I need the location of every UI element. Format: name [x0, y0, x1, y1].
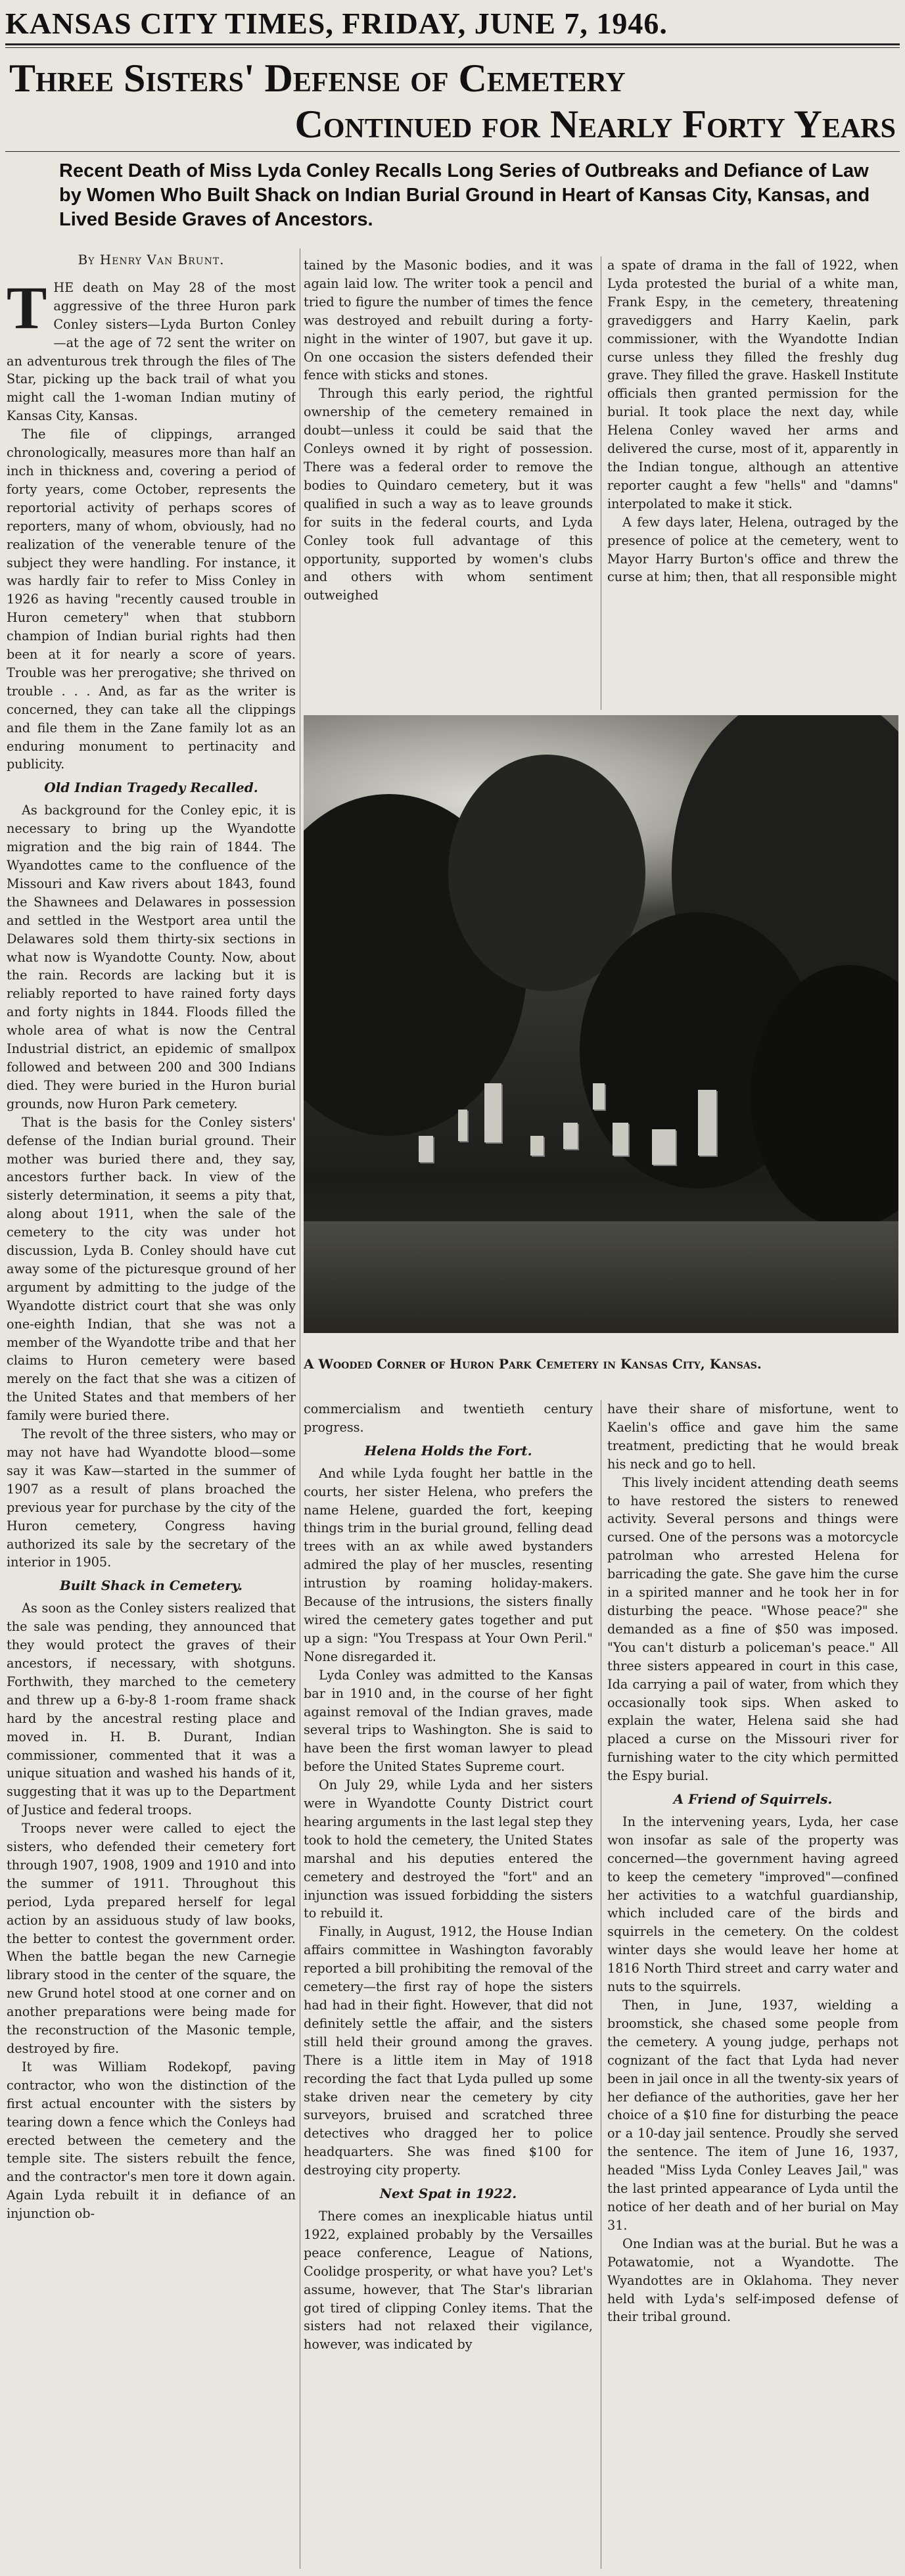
paragraph: Through this early period, the rightful ownership of the cemetery remained in doubt—unless it could be said that the Conleys owned it by right of possession. There was a federal order to remove the bodies to Quindaro cemetery, but it was qualified in such a way as to leave grounds for suits in the federal courts, and Lyda Conley took full advantage of this opportunity, supported by women's clubs and others with whom sentiment outweighed — [304, 386, 593, 603]
section-heading: Old Indian Tragedy Recalled. — [44, 780, 258, 796]
section-heading: Built Shack in Cemetery. — [59, 1578, 243, 1594]
column-2-bottom — [304, 1400, 593, 2569]
gravestone — [613, 1123, 628, 1156]
paragraph: tained by the Masonic bodies, and it was again laid low. The writer took a pencil and tried to figure the number of times the fence was destroyed and rebuilt during a forty-night in the winter of 1907, but gave it up. On one occasion the sisters defended their fence with sticks and stones. — [304, 258, 593, 383]
paragraph: As soon as the Conley sisters realized that the sale was pending, they announced that they would protect the graves of their ancestors, if necessary, with shotguns. Forthwith, they marched to the cemetery and threw up a 6-by-8 1-room frame shack hard by the ancestral resting place and moved in. H. B. Durant, Indian commissioner, commented that it was a unique situation and washed his hands of it, suggesting that it was up to the Department of Justice and federal troops. — [7, 1601, 296, 1818]
column-3-bottom — [607, 1400, 898, 2569]
gravestone — [652, 1129, 676, 1165]
masthead-rule-thin — [5, 47, 900, 48]
section-heading: Helena Holds the Fort. — [364, 1442, 532, 1459]
subhead: Recent Death of Miss Lyda Conley Recalls Long Series of Outbreaks and Defiance of Law by Women Who Built Shack on Indian Burial Ground in Heart of Kansas City, Kansas, and Lived Beside Graves of Ancestors. — [59, 160, 870, 230]
gravestone — [593, 1083, 605, 1110]
paragraph: Lyda Conley was admitted to the Kansas bar in 1910 and, in the course of her fight against removal of the Indian graves, made several trips to Washington. She is said to have been the first woman lawyer to plead before the United States Supreme court. — [304, 1667, 593, 1775]
gravestone — [419, 1136, 433, 1162]
paragraph: As background for the Conley epic, it is necessary to bring up the Wyandotte migration and the big rain of 1844. The Wyandottes came to the confluence of the Missouri and Kaw rivers about 1843, found the Shawnees and Delawares in possession and settled in the Westport area until the Delawares sold them thirty-six sections in what now is Wyandotte County. Now, about the rain. Records are lacking but it is reliably reported to have rained forty days and forty nights in 1844. Floods filled the whole area of what is now the Central Industrial district, an epidemic of smallpox followed and between 200 and 300 Indians died. They were buried in the Huron burial grounds, now Huron Park cemetery. — [7, 803, 296, 1112]
cemetery-photograph — [304, 715, 898, 1333]
paragraph: There comes an inexplicable hiatus until 1922, explained probably by the Versailles peace conference, League of Nations, Coolidge prosperity, or what have you? Let's assume, however, that The Star's librarian got tired of clipping Conley items. That the sisters had not relaxed their vigilance, however, was indicated by — [304, 2208, 593, 2353]
byline: By Henry Van Brunt. — [78, 252, 225, 268]
paragraph: One Indian was at the burial. But he was a Potawatomie, not a Wyandotte. The Wyandottes are in Oklahoma. They never held with Lyda's self-imposed defense of their tribal ground. — [607, 2236, 898, 2325]
section-heading: Next Spat in 1922. — [379, 2186, 517, 2202]
masthead-rule — [5, 43, 900, 45]
paragraph: On July 29, while Lyda and her sisters were in Wyandotte County District court hearing arguments in the last legal step they took to hold the cemetery, the United States marshal and his deputies entered the cemetery and destroyed the "fort" and an injunction was issued forbidding the sisters to rebuild it. — [304, 1777, 593, 1921]
lead-paragraph: THE death on May 28 of the most aggressive of the three Huron park Conley sisters—Lyda Burton Conley—at the age of 72 sent the writer on an adventurous trek through the files of The Star, picking up the back trail of what you might call the 1-woman Indian mutiny of Kansas City, Kansas. — [7, 273, 296, 424]
paragraph: That is the basis for the Conley sisters' defense of the Indian burial ground. Their mother was buried there and, they say, ancestors further back. In view of the sisterly determination, it seems a pity that, along about 1911, when the sale of the cemetery to the city was under hot discussion, Lyda B. Conley should have cut away some of the picturesque ground of her argument by admitting to the judge of the Wyandotte district court that she was only one-eighth Indian, that she was not a member of the Wyandotte tribe and that her claims to Huron cemetery were based merely on the fact that she was a citizen of the United States and that members of her family were buried there. — [7, 1114, 296, 1424]
gravestone — [458, 1110, 467, 1141]
headline-rule — [5, 151, 900, 152]
paragraph: A few days later, Helena, outraged by the presence of police at the cemetery, went to Mayor Harry Burton's office and threw the curse at him; then, that all responsible might — [607, 514, 898, 585]
photo-caption: A Wooded Corner of Huron Park Cemetery in Kansas City, Kansas. — [304, 1356, 762, 1372]
headline-line-1: Three Sisters' Defense of Cemetery — [9, 57, 626, 100]
paragraph: commercialism and twentieth century progress. — [304, 1401, 593, 1435]
drop-cap: T — [7, 273, 47, 341]
gravestone — [530, 1136, 544, 1156]
paragraph: It was William Rodekopf, paving contractor, who won the distinction of the first actual encounter with the sisters by tearing down a fence which the Conleys had erected between the cemetery and the temple site. The sisters rebuilt the fence, and the contractor's men tore it down again. Again Lyda rebuilt it in defiance of an injunction ob- — [7, 2059, 296, 2222]
paragraph: This lively incident attending death seems to have restored the sisters to renewed activity. Several persons and things were cursed. One of the persons was a motorcycle patrolman who arrested Helena for barricading the gate. She gave him the curse in a spirited manner and he took her in for disturbing the peace. "Whose peace?" she demanded as a fine of $50 was imposed. "You can't disturb a policeman's peace." All three sisters appeared in court in this case, Ida carrying a pail of water, from which they occasionally took sips. When asked to explain the water, Helena said she had placed a curse on the Missouri river for furnishing water to the city which permitted the Espy burial. — [607, 1474, 898, 1784]
paragraph: a spate of drama in the fall of 1922, when Lyda protested the burial of a white man, Frank Espy, in the cemetery, threatening gravediggers and Harry Kaelin, park commissioner, with the Wyandotte Indian curse unless they filled the freshly dug grave. They filled the grave. Haskell Institute officials then granted permission for the burial. It took place the next day, while Helena Conley waved her arms and delivered the curse, most of it, apparently in the Indian tongue, although an attentive reporter caught a few "hells" and "damns" interpolated to make it stick. — [607, 258, 898, 511]
paragraph: Troops never were called to eject the sisters, who defended their cemetery fort through 1907, 1908, 1909 and 1910 and into the summer of 1911. Throughout this period, Lyda prepared herself for legal action by an assiduous study of law books, the better to contest the government order. When the battle began the new Carnegie library stood in the center of the square, the new Grund hotel stood at one corner and on another preparations were being made for the reconstruction of the Masonic temple, destroyed by fire. — [7, 1821, 296, 2056]
photo-ground — [304, 1221, 898, 1333]
paragraph: In the intervening years, Lyda, her case won insofar as sale of the property was concerned—the government having agreed to keep the cemetery "improved"—confined her activities to a watchful guardianship, which included care of the birds and squirrels in the cemetery. On the coldest winter days she would leave her home at 1816 North Third street and carry water and nuts to the squirrels. — [607, 1814, 898, 1995]
paragraph: And while Lyda fought her battle in the courts, her sister Helena, who prefers the name Helene, guarded the fort, keeping things trim in the burial ground, felling dead trees with an ax while awed bystanders admired the play of her muscles, resenting intrustion by roaming holiday-makers. Because of the intrusions, the sisters finally wired the cemetery gates together and put up a sign: "You Trespass at Your Own Peril." None disregarded it. — [304, 1465, 593, 1664]
paragraph: The file of clippings, arranged chronologically, measures more than half an inch in thickness and, covering a period of forty years, come October, represents the reportorial activity of perhaps scores of reporters, many of whom, obviously, had no realization of the venerable tenure of the subject they were handling. For instance, it was hardly fair to refer to Miss Conley in 1926 as having "recently caused trouble in Huron cemetery" when that stubborn champion of Indian burial rights had then been at it for nearly a score of years. Trouble was her prerogative; she thrived on trouble . . . And, as far as the writer is concerned, they can take all the clippings and file them in the Zane family lot as an enduring monument to pertinacity and publicity. — [7, 427, 296, 772]
column-2-top — [304, 256, 593, 710]
paragraph: have their share of misfortune, went to Kaelin's office and gave him the same treatment, predicting that he would break his neck and go to hell. — [607, 1401, 898, 1472]
gravestone — [484, 1083, 501, 1142]
column-1 — [7, 248, 296, 2569]
paragraph: Then, in June, 1937, wielding a broomstick, she chased some people from the cemetery. A young judge, perhaps not cognizant of the fact that Lyda had never been in jail once in all the twenty-six years of her defiance of the authorities, gave her her choice of a $10 fine for disturbing the peace or a 10-day jail sentence. Proudly she served the sentence. The item of June 16, 1937, headed "Miss Lyda Conley Leaves Jail," was the last printed appearance of Lyda until the notice of her death and of her burial on May 31. — [607, 1998, 898, 2233]
gravestone — [698, 1090, 716, 1156]
column-3-top — [607, 256, 898, 710]
paragraph: The revolt of the three sisters, who may or may not have had Wyandotte blood—some say it was Kaw—started in the summer of 1907 as a result of plans broached the previous year for purchase by the city of the Huron cemetery, Congress having authorized its sale by the secretary of the interior in 1905. — [7, 1426, 296, 1570]
section-heading: A Friend of Squirrels. — [673, 1791, 833, 1808]
gravestone — [563, 1123, 578, 1149]
paragraph: Finally, in August, 1912, the House Indian affairs committee in Washington favorably reported a bill prohibiting the removal of the cemetery—the first ray of hope the sisters had had in their fight. However, that did not definitely settle the affair, and the sisters still held their ground among the graves. There is a little item in May of 1918 recording the fact that Lyda pulled up some stake driven near the cemetery by city surveyors, bruised and scratched three detectives who dragged her to police headquarters. She was fined $100 for destroying city property. — [304, 1924, 593, 2178]
masthead: KANSAS CITY TIMES, FRIDAY, JUNE 7, 1946. — [5, 7, 668, 40]
headline-line-2: Continued for Nearly Forty Years — [294, 103, 896, 146]
